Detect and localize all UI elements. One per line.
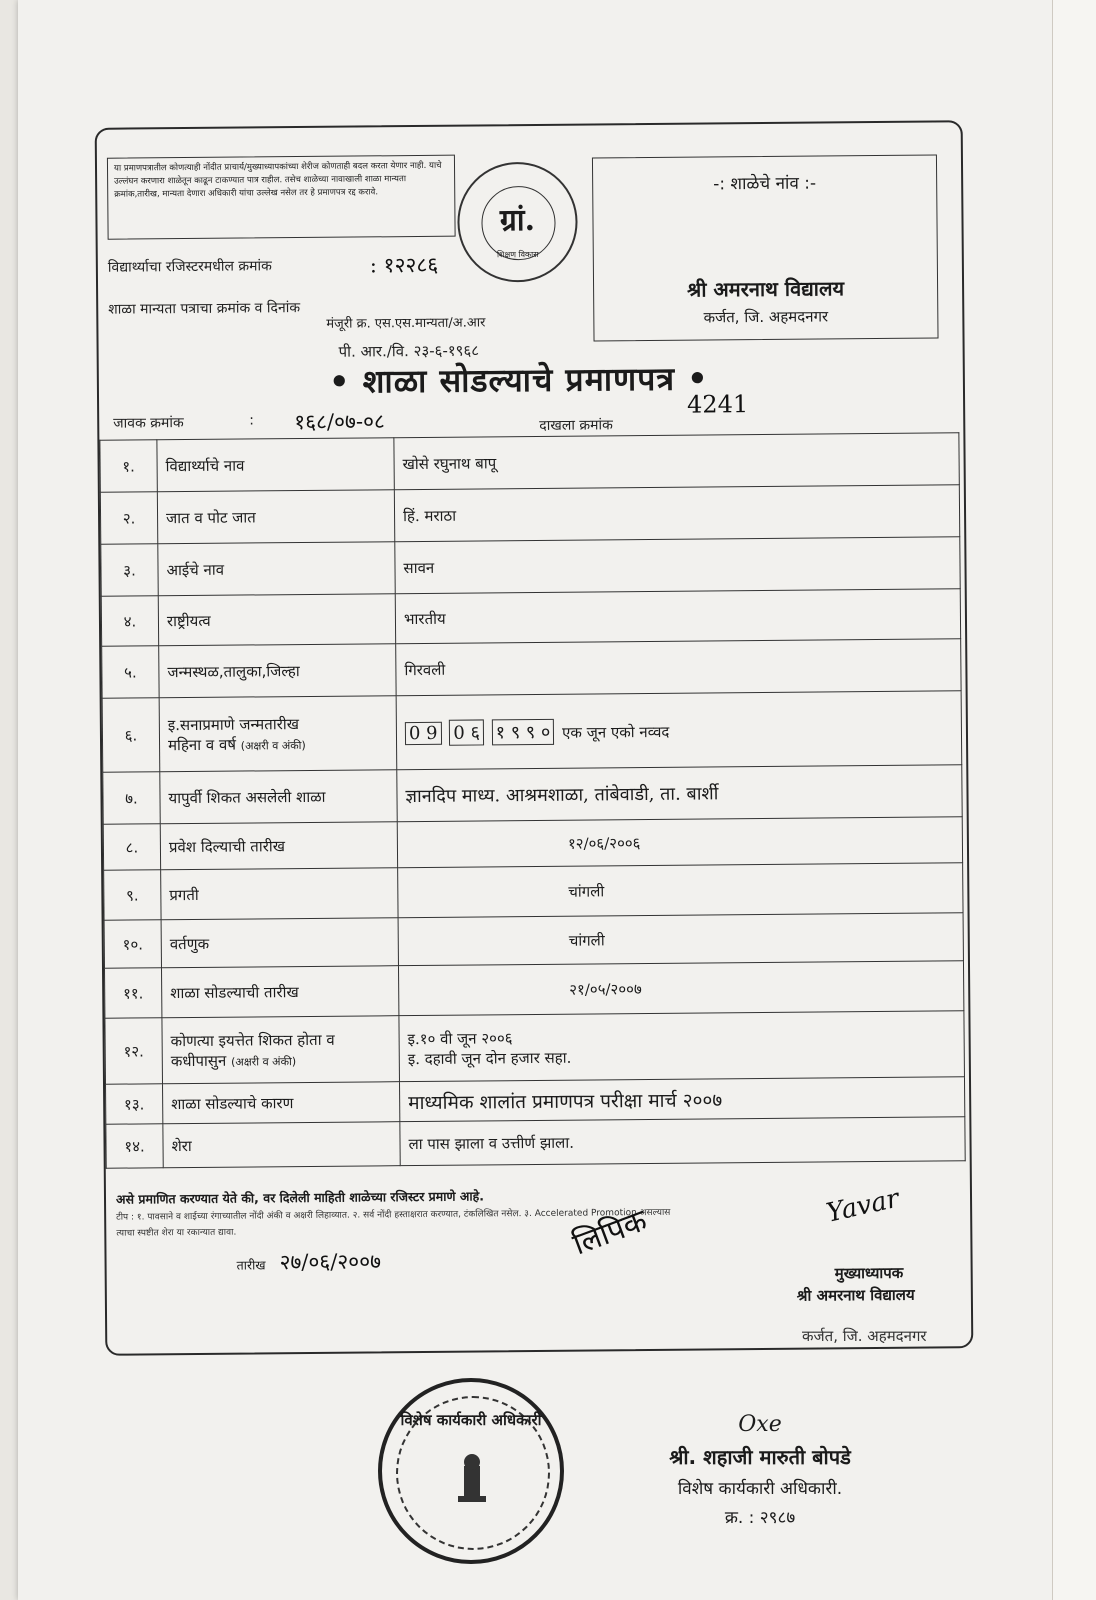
dob-value — [396, 691, 962, 770]
footnote: टीप : १. पावसाने व शाईच्या रंगाच्यातील नोंदी अंकी व अक्षरी लिहाव्यात. २. सर्व नोंदी हस्ताक्षरात करण्यात, टंकलिखित नसेल. ३. Accelerated Promotion असल्यास त्याचा स्पष्टीत शेरा या रकान्यात द्यावा. — [116, 1207, 671, 1239]
leaving-reason-value: माध्यमिक शालांत प्रमाणपत्र परीक्षा मार्च २००७ — [399, 1077, 964, 1122]
approval-letter-label: शाळा मान्यता पत्राचा क्रमांक व दिनांक — [108, 300, 301, 318]
dob-day-box: 0 9 — [405, 721, 442, 744]
table-row — [103, 817, 962, 870]
table-row — [100, 485, 959, 544]
emblem-motto: शिक्षण विकास — [496, 249, 539, 260]
row-number: ११. — [104, 968, 161, 1018]
approval-value-line2: पी. आर./वि. २३-६-१९६८ — [338, 341, 480, 361]
row-number: १२. — [105, 1018, 163, 1084]
remarks-value: ला पास झाला व उत्तीर्ण झाला. — [400, 1117, 965, 1166]
table-row — [106, 1117, 965, 1168]
row-label: विद्यार्थ्याचे नाव — [157, 438, 394, 492]
officer-designation: विशेष कार्यकारी अधिकारी. — [677, 1479, 843, 1499]
row-number: ५. — [102, 646, 159, 698]
table-row — [102, 639, 961, 698]
class-value-line2: इ. दहावी जून दोन हजार सहा. — [407, 1048, 572, 1068]
certificate-details-table — [99, 432, 965, 1168]
table-row — [104, 913, 963, 968]
birthplace-value: गिरवली — [396, 639, 961, 696]
dob-label-line2 — [168, 733, 388, 755]
leaving-certificate-frame — [95, 120, 974, 1356]
emblem-logo: ग्रां. — [499, 202, 536, 239]
row-label: शाळा सोडल्याचे कारण — [163, 1082, 400, 1124]
student-name-value: खोसे रघुनाथ बापू — [394, 433, 959, 490]
table-row — [105, 1011, 965, 1084]
officer-signature-block — [630, 1412, 890, 1528]
table-row — [104, 863, 963, 920]
officer-signature: Oxe — [738, 1412, 782, 1437]
officer-registration-number: क्र. : २९८७ — [724, 1508, 796, 1528]
row-label: जात व पोट जात — [157, 490, 394, 544]
table-row — [102, 691, 962, 772]
row-label: आईचे नाव — [158, 542, 395, 596]
dob-in-words: एक जून एको नव्वद — [562, 722, 670, 742]
school-name-heading: -: शाळेचे नांव :- — [713, 173, 817, 195]
dob-label-line1: इ.सनाप्रमाणे जन्मतारीख — [167, 714, 300, 734]
outward-number-separator: : — [249, 412, 255, 429]
dob-label-text: महिना व वर्ष — [167, 735, 237, 754]
school-address: कर्जत, जि. अहमदनगर — [703, 307, 829, 327]
row-number: ७. — [103, 772, 160, 824]
clerk-signature: लिपिक — [568, 1203, 652, 1263]
progress-value: चांगली — [398, 863, 963, 918]
officer-round-seal — [378, 1378, 564, 1564]
school-name-box — [592, 154, 939, 341]
dob-month-box: 0 ६ — [449, 719, 484, 745]
class-value — [399, 1011, 965, 1082]
class-label-note: (अक्षरी व अंकी) — [231, 1054, 297, 1069]
warning-notice-box: या प्रमाणपत्रातील कोणत्याही नोंदीत प्राचार्य/मुख्याध्यापकांच्या शेरीज कोणताही बदल करता येणार नाही. याचे उल्लंघन करणारा शाळेतून काढून टाकण्यात पात्र राहील. तसेच शाळेच्या नावाखाली शाळा मान्यता क्रमांक,तारीख, मान्यता देणारा अधिकारी यांचा उल्लेख नसेल तर हे प्रमाणपत्र रद्द करावे. — [107, 155, 456, 240]
issue-date-label: तारीख — [236, 1257, 266, 1273]
row-number: १४. — [106, 1124, 163, 1168]
row-label — [162, 1016, 400, 1084]
class-label-text: कधीपासुन — [170, 1051, 227, 1070]
certification-statement: असे प्रमाणित करण्यात येते की, वर दिलेली माहिती शाळेच्या रजिस्टर प्रमाणे आहे. — [115, 1188, 485, 1207]
row-label — [159, 696, 397, 772]
row-number: ३. — [101, 544, 158, 596]
seal-text: विशेष कार्यकारी अधिकारी — [400, 1411, 542, 1429]
row-label: शेरा — [163, 1122, 400, 1168]
table-row — [101, 537, 960, 596]
dob-label-note: (अक्षरी व अंकी) — [240, 738, 306, 753]
ashoka-emblem-icon — [454, 1452, 490, 1508]
row-number: १. — [100, 440, 157, 492]
approval-value-line1: मंजूरी क्र. एस.एस.मान्यता/अ.आर — [326, 315, 486, 332]
officer-name: श्री. शहाजी मारुती बोपडे — [669, 1445, 851, 1469]
dob-year-box: १ ९ ९ ० — [492, 718, 555, 745]
school-name: श्री अमरनाथ विद्यालय — [686, 276, 845, 302]
table-row — [100, 433, 959, 492]
row-number: १३. — [106, 1084, 163, 1124]
headmaster-school-stamp: श्री अमरनाथ विद्यालय — [796, 1285, 915, 1305]
adjacent-paper-edge — [1052, 0, 1096, 1600]
row-label: जन्मस्थळ,तालुका,जिल्हा — [159, 644, 396, 698]
previous-school-value: ज्ञानदिप माध्य. आश्रमशाळा, तांबेवाडी, ता. बार्शी — [397, 765, 962, 822]
headmaster-signature: Yavar — [823, 1183, 902, 1229]
leaving-date-value: २१/०५/२००७ — [398, 961, 963, 1016]
row-label: शाळा सोडल्याची तारीख — [161, 966, 398, 1018]
table-row — [103, 765, 962, 824]
register-number-label: विद्यार्थ्याचा रजिस्टरमधील क्रमांक — [107, 258, 272, 276]
class-value-line1: इ.१० वी जून २००६ — [407, 1028, 513, 1048]
school-emblem — [457, 162, 578, 283]
outward-number-value: १६८/०७-०८ — [294, 409, 385, 435]
class-label-line2 — [171, 1049, 391, 1071]
caste-value: हिं. मराठा — [394, 485, 959, 542]
row-label: राष्ट्रीयत्व — [158, 594, 395, 646]
certificate-number-label: दाखला क्रमांक — [539, 417, 613, 434]
row-label: प्रवेश दिल्याची तारीख — [160, 822, 397, 870]
row-label: यापुर्वी शिकत असलेली शाळा — [160, 770, 397, 824]
nationality-value: भारतीय — [395, 589, 960, 644]
headmaster-address: कर्जत, जि. अहमदनगर — [802, 1327, 927, 1345]
register-number-value: : १२२८६ — [369, 252, 439, 278]
row-number: ८. — [103, 824, 160, 870]
row-number: ४. — [101, 596, 158, 646]
issue-date-value: २७/०६/२००७ — [279, 1249, 382, 1275]
headmaster-label: मुख्याध्यापक — [834, 1263, 904, 1283]
row-number: ९. — [104, 870, 161, 920]
mother-name-value: सावन — [395, 537, 960, 594]
table-row — [104, 961, 963, 1018]
row-number: २. — [100, 492, 157, 544]
row-label: वर्तणुक — [161, 918, 398, 968]
certificate-title: • शाळा सोडल्याचे प्रमाणपत्र • — [328, 359, 709, 401]
certificate-number-value: 4241 — [686, 390, 749, 419]
row-number: १०. — [104, 920, 161, 968]
table-row — [101, 589, 960, 646]
row-label: प्रगती — [161, 868, 398, 920]
outward-number-label: जावक क्रमांक — [113, 415, 184, 432]
admission-date-value: १२/०६/२००६ — [397, 817, 962, 868]
class-label-line1: कोणत्या इयत्तेत शिकत होता व — [170, 1030, 335, 1050]
row-number: ६. — [102, 698, 160, 772]
conduct-value: चांगली — [398, 913, 963, 966]
